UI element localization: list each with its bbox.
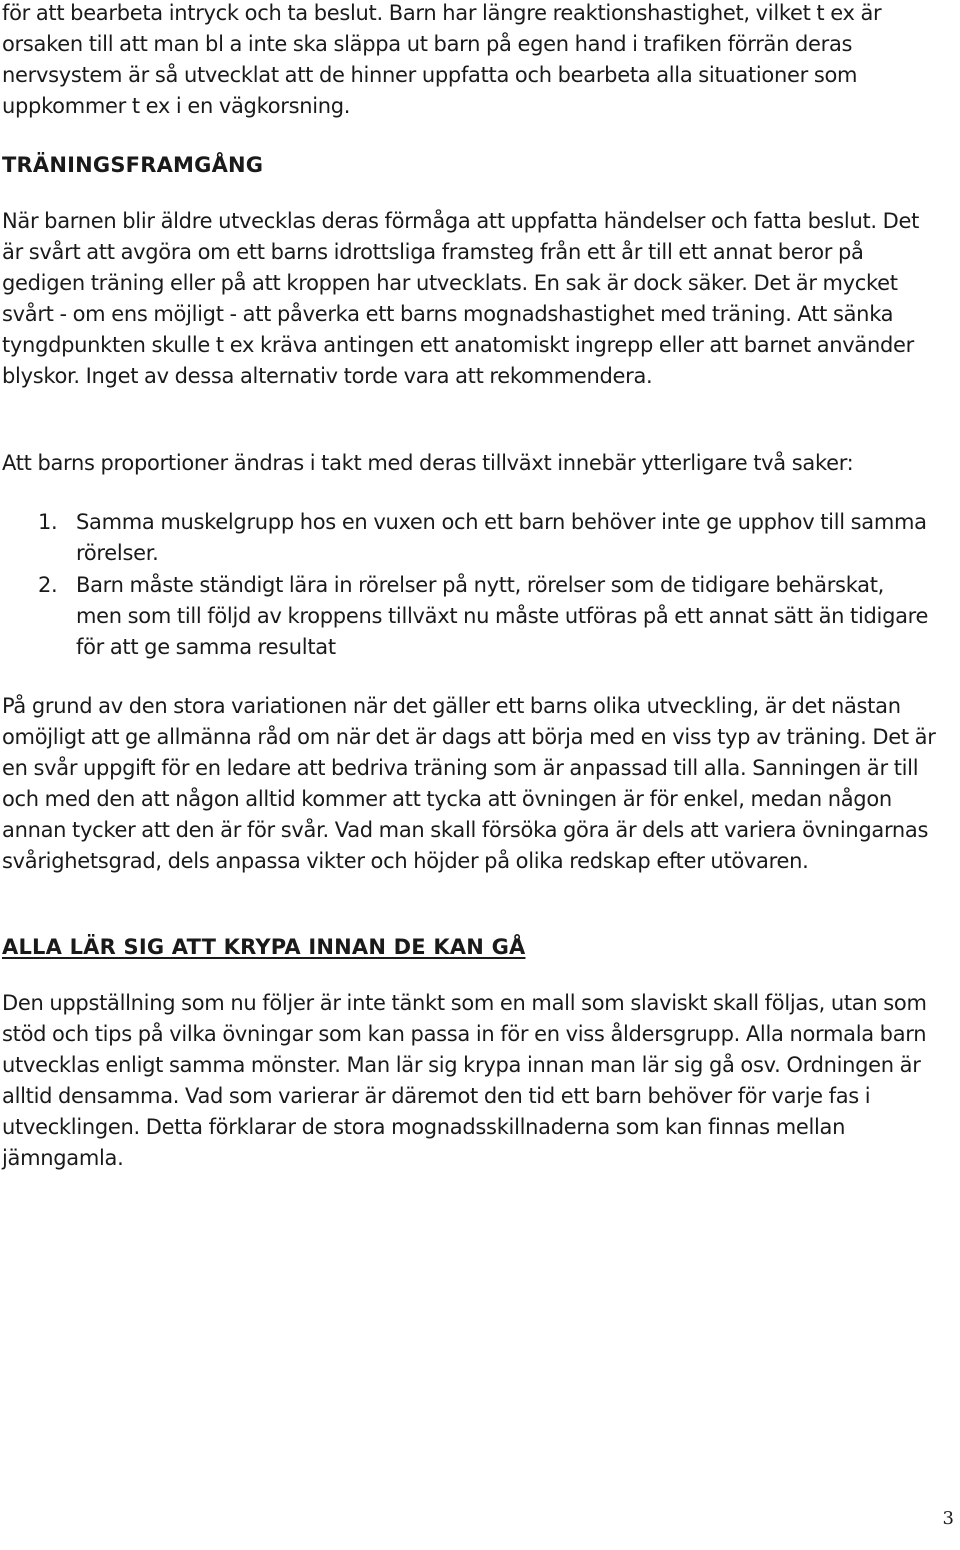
section2-paragraph-1: Den uppställning som nu följer är inte tänkt som en mall som slaviskt skall följas, utan som stöd och tips på vilka övningar som kan passa in för en viss åldersgrupp. Alla normala barn utvecklas enligt samma mönster. Man lär sig krypa innan man lär sig gå osv. Ordningen är alltid densamma. Vad som varierar är däremot den tid ett barn behöver för varje fas i utvecklingen. Detta förklarar de stora mognadsskillnaderna som kan finnas mellan jämngamla. — [2, 991, 927, 1170]
section1-paragraph-1: När barnen blir äldre utvecklas deras förmåga att uppfatta händelser och fatta beslut. Det är svårt att avgöra om ett barns idrottsliga framsteg från ett år till ett annat beror på gedigen träning eller på att kroppen har utvecklats. En sak är dock säker. Det är mycket svårt - om ens möjligt - att påverka ett barns mognadshastighet med träning. Att sänka tyngdpunkten skulle t ex kräva antingen ett anatomiskt ingrepp eller att barnet använder blyskor. Inget av dessa alternativ torde vara att rekommendera. — [2, 209, 920, 388]
list-item-text: Samma muskelgrupp hos en vuxen och ett barn behöver inte ge upphov till samma rörelser. — [76, 510, 927, 565]
page-number: 3 — [942, 1508, 954, 1529]
section1-paragraph-2: Att barns proportioner ändras i takt med deras tillväxt innebär ytterligare två saker: — [2, 451, 854, 475]
list-item-text: Barn måste ständigt lära in rörelser på nytt, rörelser som de tidigare behärskat, men som till följd av kroppens tillväxt nu måste utföras på ett annat sätt än tidigare för att ge samma resultat — [76, 573, 929, 659]
section-heading-alla-lar-sig: ALLA LÄR SIG ATT KRYPA INNAN DE KAN GÅ — [2, 935, 526, 959]
list-item-number: 1. — [38, 510, 58, 534]
list-item-number: 2. — [38, 573, 58, 597]
section-heading-traningsframgang: TRÄNINGSFRAMGÅNG — [2, 153, 264, 177]
list-item — [2, 507, 932, 569]
list-item — [2, 570, 932, 663]
numbered-list — [2, 507, 932, 664]
intro-paragraph: för att bearbeta intryck och ta beslut. Barn har längre reaktionshastighet, vilket t ex är orsaken till att man bl a inte ska släppa ut barn på egen hand i trafiken förrän deras nervsystem är så utvecklat att de hinner uppfatta och bearbeta alla situationer som uppkommer t ex i en vägkorsning. — [2, 1, 882, 118]
section1-paragraph-3: På grund av den stora variationen när det gäller ett barns olika utveckling, är det nästan omöjligt att ge allmänna råd om när det är dags att börja med en viss typ av träning. Det är en svår uppgift för en ledare att bedriva träning som är anpassad till alla. Sanningen är till och med den att någon alltid kommer att tycka att övningen är för enkel, medan någon annan tycker att den är för svår. Vad man skall försöka göra är dels att variera övningarnas svårighetsgrad, dels anpassa vikter och höjder på olika redskap efter utövaren. — [2, 694, 936, 873]
